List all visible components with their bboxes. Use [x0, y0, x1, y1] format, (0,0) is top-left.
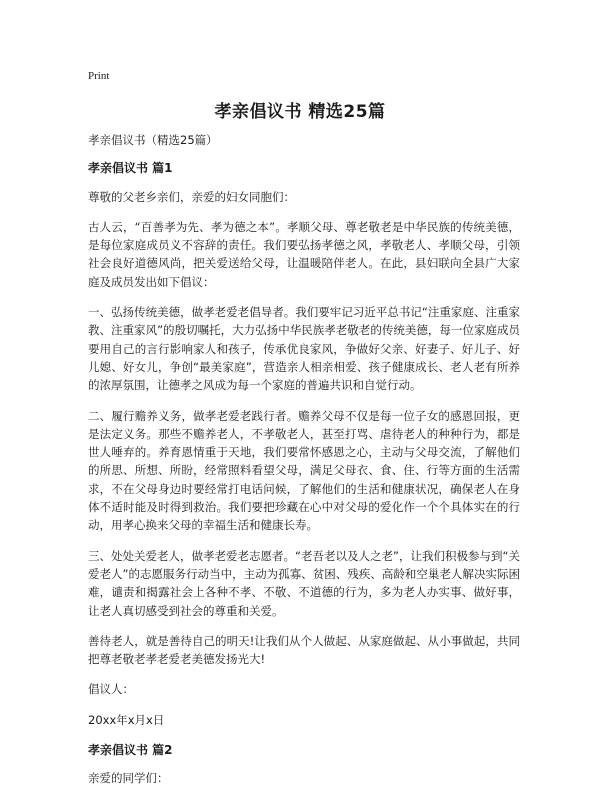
document-subtitle: 孝亲倡议书（精选25篇） [88, 133, 218, 147]
greeting-2: 亲爱的同学们： [88, 771, 169, 786]
document-title: 孝亲倡议书 精选25篇 [214, 102, 386, 122]
document-body [88, 131, 520, 788]
print-label[interactable]: Print [88, 70, 110, 82]
section-heading-2: 孝亲倡议书 篇2 [88, 743, 173, 758]
paragraph-point-2: 二、履行赡养义务，做孝老爱老践行者。赡养父母不仅是每一位子女的感恩回报，更是法定义务。那些不赡养老人，不孝敬老人，甚至打骂、虐待老人的种种行为，都是世人唾弃的。养育恩情重于天地，我们要常怀感恩之心，主动与父母交流，了解他们的所思、所想、所盼，经常照料看望父母，满足父母衣、食、住、行等方面的生活需求，不在父母身边时要经常打电话问候，了解他们的生活和健康状况，确保老人在身体不适时能及时得到救治。我们要把珍藏在心中对父母的爱化作一个个具体实在的行动，用孝心换来父母的幸福生活和健康长寿。 [88, 408, 520, 533]
section-heading-1: 孝亲倡议书 篇1 [88, 161, 173, 176]
paragraph-closing: 善待老人，就是善待自己的明天!让我们从个人做起、从家庭做起、从小事做起，共同把尊老敬老孝老爱老美德发扬光大! [88, 633, 520, 667]
greeting-1: 尊敬的父老乡亲们，亲爱的妇女同胞们： [88, 189, 295, 204]
signoff: 倡议人： [88, 682, 134, 697]
paragraph-point-3: 三、处处关爱老人，做孝老爱老志愿者。“老吾老以及人之老”，让我们积极参与到“关爱老人”的志愿服务行动当中，主动为孤寡、贫困、残疾、高龄和空巢老人解决实际困难，谴责和揭露社会上各种不孝、不敬、不道德的行为，多为老人办实事、做好事，让老人真切感受到社会的尊重和关爱。 [88, 548, 520, 618]
date: 20xx年x月x日 [88, 712, 165, 727]
paragraph-intro: 古人云，“百善孝为先、孝为德之本”。孝顺父母、尊老敬老是中华民族的传统美德，是每位家庭成员义不容辞的责任。我们要弘扬孝德之风，孝敬老人、孝顺父母，引领社会良好道德风尚，把关爱送给父母，让温暖陪伴老人。在此，县妇联向全县广大家庭及成员发出如下倡议： [88, 219, 520, 289]
paragraph-point-1: 一、弘扬传统美德，做孝老爱老倡导者。我们要牢记习近平总书记“注重家庭、注重家教、注重家风”的殷切嘱托，大力弘扬中华民族孝老敬老的传统美德，每一位家庭成员要用自己的言行影响家人和孩子，传承优良家风，争做好父亲、好妻子、好儿子、好儿媳、好女儿，争创“最美家庭”，营造亲人相亲相爱、孩子健康成长、老人老有所养的浓厚氛围，让德孝之风成为每一个家庭的普遍共识和自觉行动。 [88, 305, 520, 393]
